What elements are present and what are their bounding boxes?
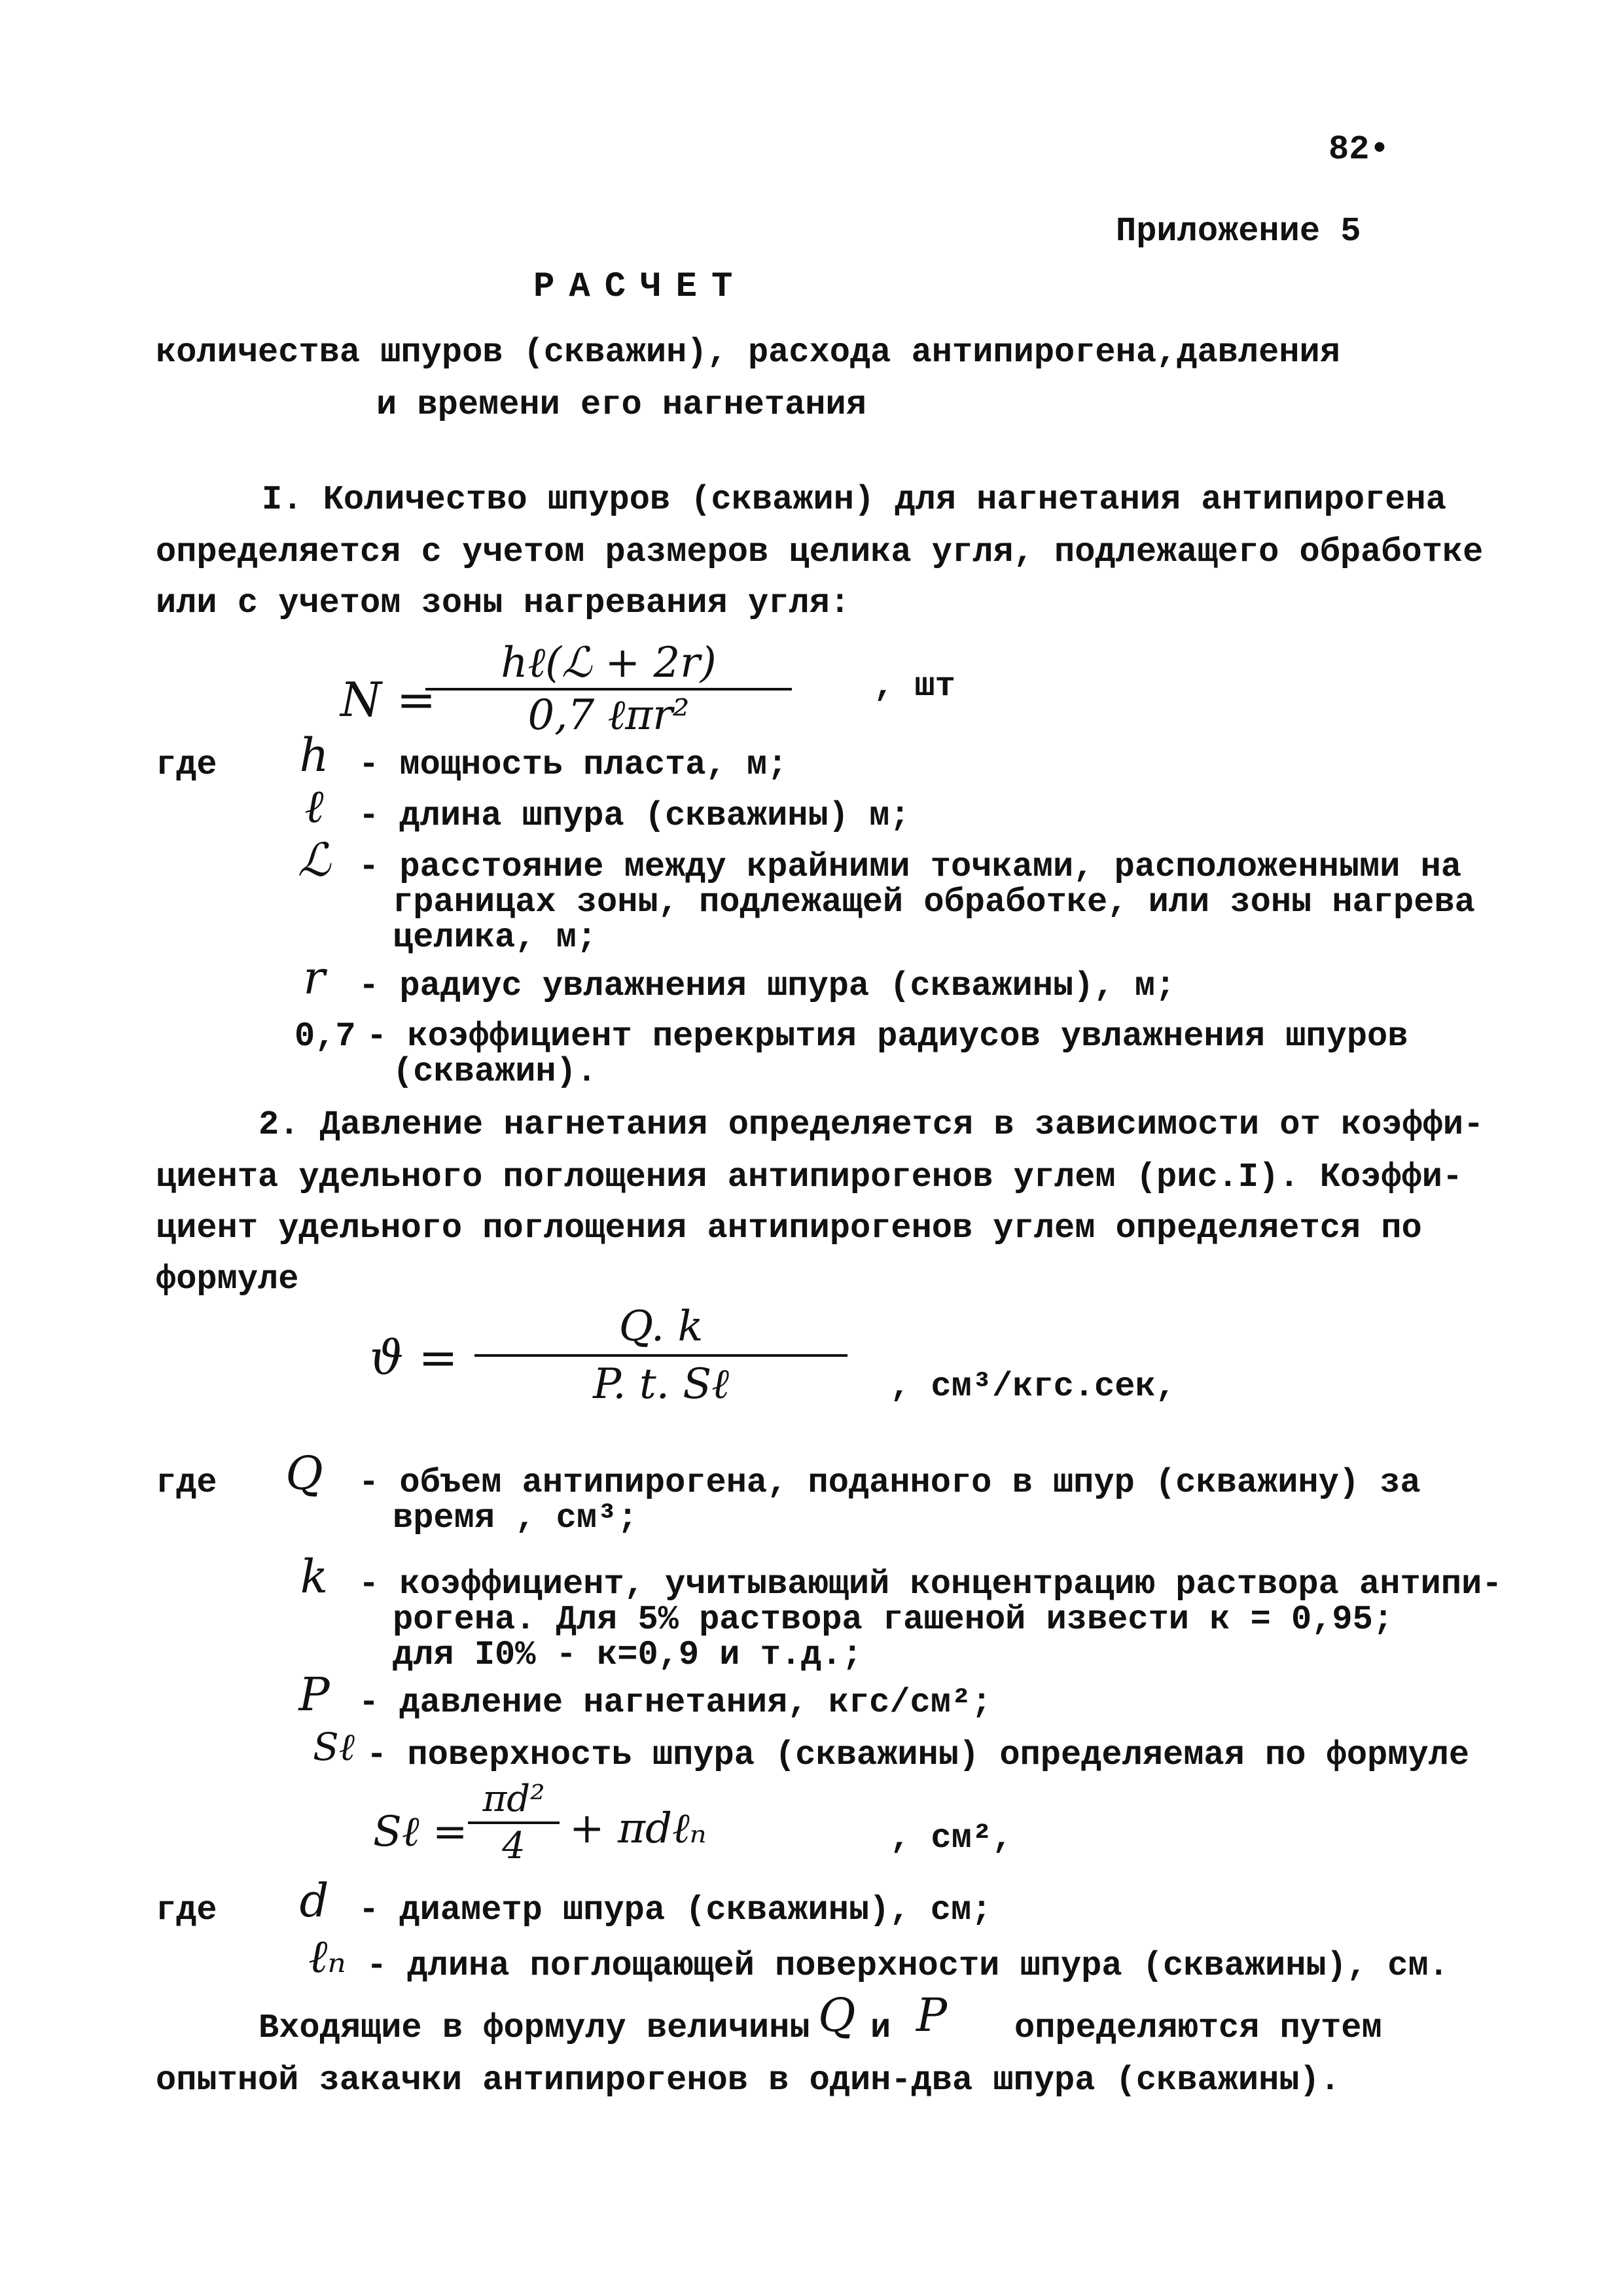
definition-text-k-cont-1: рогена. Для 5% раствора гашеной извести к = 0,95; [393,1600,1394,1639]
definition-text-0-7: - коэффициент перекрытия радиусов увлажнения шпуров [366,1017,1408,1056]
section1-line-1: I. Количество шпуров (скважин) для нагнетания антипирогена [262,480,1446,519]
where-label-2: где [156,1463,217,1502]
formula2-numerator: Q. k [618,1302,704,1351]
section2-line-2: циента удельного поглощения антипирогенов углем (рис.I). Коэффи- [156,1158,1463,1196]
definition-symbol-ln: ℓₙ [308,1929,346,1983]
page-number: 82• [1329,130,1390,169]
definition-symbol-P: P [298,1668,330,1721]
subtitle-line-1: количества шпуров (скважин), расхода антипирогена,давления [156,333,1340,372]
definition-text-ln: - длина поглощающей поверхности шпура (скважины), см. [366,1946,1449,1985]
definition-symbol-h: h [299,728,329,782]
definition-symbol-Q: Q [285,1446,323,1500]
definition-text-d: - диаметр шпура (скважины), см; [359,1891,992,1929]
definition-symbol-l: ℓ [304,780,324,833]
formula3-unit: , см², [890,1819,1013,1857]
appendix-label: Приложение 5 [1116,212,1361,251]
section2-line-4: формуле [156,1260,299,1299]
formula3-denominator: 4 [502,1825,526,1867]
definition-text-k-cont-2: для I0% - к=0,9 и т.д.; [393,1636,863,1674]
definition-text-Q-cont: время , см³; [393,1499,638,1537]
formula2-unit: , см³/кгс.сек, [890,1367,1176,1406]
formula1-lhs: N = [340,672,437,727]
definition-symbol-Sl: Sℓ [313,1725,355,1769]
formula3-tail: + πdℓₙ [569,1804,707,1853]
section2-line-1: 2. Давление нагнетания определяется в зависимости от коэффи- [259,1105,1484,1144]
definition-text-h: - мощность пласта, м; [359,745,788,784]
formula3-lhs: Sℓ = [373,1808,468,1856]
formula1-denominator: 0,7 ℓπr² [527,691,690,740]
definition-symbol-r: r [303,951,325,1005]
definition-text-Sl: - поверхность шпура (скважины) определяемая по формуле [366,1736,1470,1774]
definition-text-0-7-cont: (скважин). [393,1052,597,1091]
formula2-lhs: ϑ = [370,1330,458,1385]
definition-text-L-cont-2: целика, м; [393,918,597,957]
where-label-3: где [156,1891,217,1929]
closing-symbol-p: P [916,1988,948,2042]
definition-text-P: - давление нагнетания, кгс/см²; [359,1683,992,1722]
formula1-unit: , шт [874,667,955,706]
definition-text-L-cont-1: границах зоны, подлежащей обработке, или зоны нагрева [393,883,1475,922]
formula3-fraction [468,1777,560,1869]
where-label-1: где [156,745,217,784]
formula2-fraction [474,1299,847,1412]
closing-symbol-q: Q [818,1988,856,2042]
formula1-fraction [425,638,792,740]
document-title: РАСЧЕТ [533,267,747,307]
closing-and: и [870,2009,891,2047]
definition-text-r: - радиус увлажнения шпура (скважины), м; [359,967,1176,1005]
definition-symbol-k: k [300,1550,329,1604]
definition-text-k: - коэффициент, учитывающий концентрацию раствора антипи- [359,1565,1503,1604]
closing-line-1a: Входящие в формулу величины [259,2009,810,2047]
definition-text-l: - длина шпура (скважины) м; [359,797,910,835]
definition-text-L: - расстояние между крайними точками, расположенными на [359,848,1462,886]
formula1-numerator: hℓ(ℒ + 2r) [501,639,717,687]
definition-text-Q: - объем антипирогена, поданного в шпур (скважину) за [359,1463,1421,1502]
definition-symbol-d: d [299,1874,329,1928]
section1-line-3: или с учетом зоны нагревания угля: [156,584,850,622]
formula3-numerator: πd² [482,1778,545,1820]
section1-line-2: определяется с учетом размеров целика угля, подлежащего обработке [156,533,1484,571]
definition-symbol-L: ℒ [297,833,331,887]
definition-symbol-0-7: 0,7 [294,1017,356,1056]
closing-line-2: опытной закачки антипирогенов в один-два шпура (скважины). [156,2061,1340,2100]
formula2-denominator: P. t. Sℓ [593,1360,729,1408]
closing-line-1b: определяются путем [1014,2009,1382,2047]
section2-line-3: циент удельного поглощения антипирогенов углем определяется по [156,1209,1422,1247]
subtitle-line-2: и времени его нагнетания [376,386,866,424]
